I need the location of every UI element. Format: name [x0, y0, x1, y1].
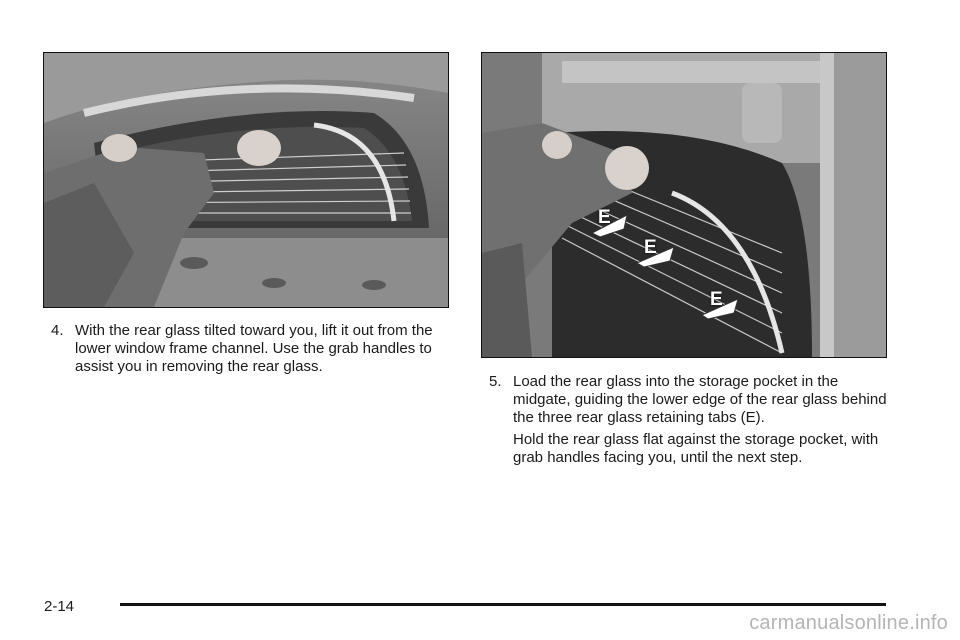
- step-5: [489, 373, 889, 427]
- callout-e-1: E: [598, 207, 611, 228]
- step-5-text: Load the rear glass into the storage pocket in the midgate, guiding the lower edge of the rear glass behind the three rear glass retaining tabs (E).: [513, 373, 887, 426]
- callout-e-3: E: [710, 289, 723, 310]
- step-5-note: Hold the rear glass flat against the storage pocket, with grab handles facing you, until the next step.: [513, 431, 879, 466]
- callout-e-2: E: [644, 237, 657, 258]
- photo-load-storage-pocket: [481, 52, 887, 358]
- step-4: [51, 322, 451, 376]
- photo-remove-rear-glass: [43, 52, 449, 308]
- watermark: carmanualsonline.info: [749, 612, 948, 634]
- footer-rule: [120, 603, 886, 606]
- step-4-text: With the rear glass tilted toward you, lift it out from the lower window frame channel. Use the grab handles to assist you in removing the rear glass.: [75, 322, 433, 375]
- page-number: 2-14: [44, 598, 75, 615]
- photo-remove-rear-glass-drawing: [44, 53, 448, 307]
- photo-load-storage-pocket-drawing: [482, 53, 886, 357]
- step-5-number: 5.: [489, 373, 502, 390]
- step-4-number: 4.: [51, 322, 64, 339]
